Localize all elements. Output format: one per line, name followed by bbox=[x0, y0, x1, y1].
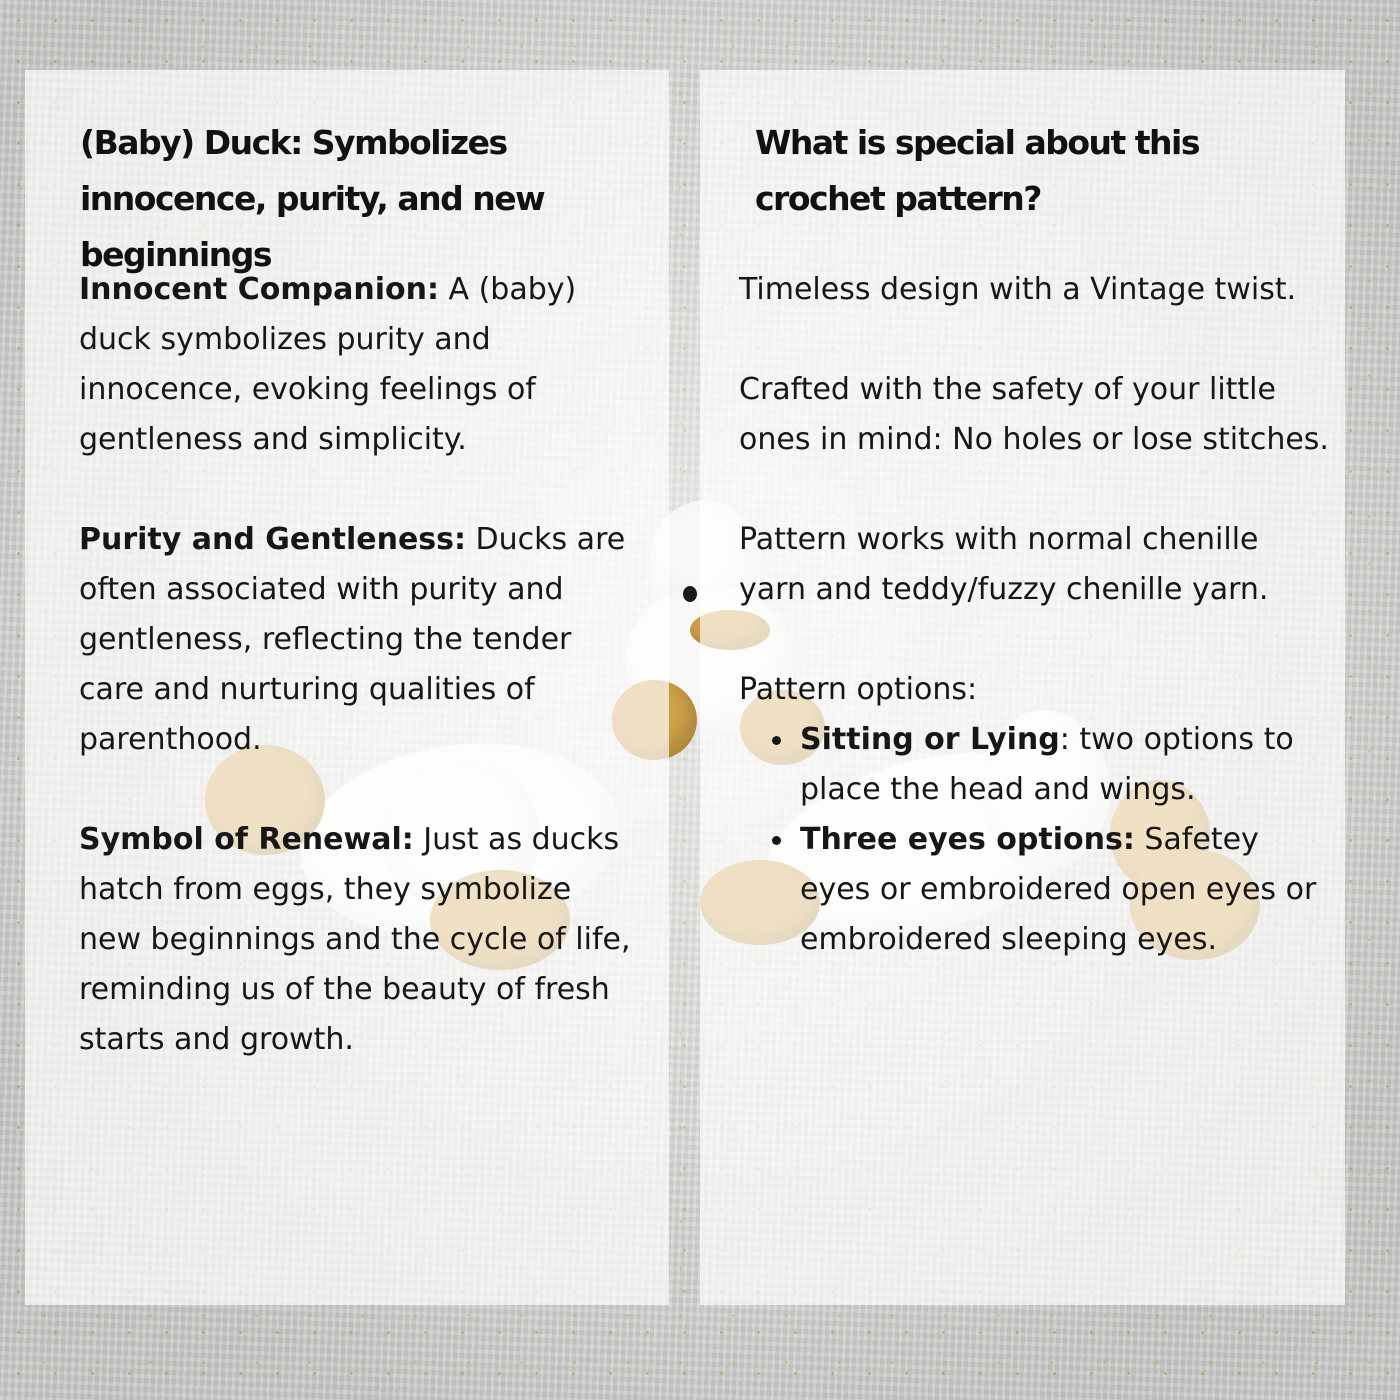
paragraph-safety: Crafted with the safety of your little ones in mind: No holes or lose stitches. bbox=[739, 372, 1329, 457]
option-text-sitting-lying: : two options to place the head and wings. bbox=[800, 722, 1294, 807]
text-purity-gentleness: Ducks are often associated with purity and gentleness, reflecting the tender care and nurturing qualities of parenthood. bbox=[79, 522, 626, 757]
left-panel bbox=[25, 70, 669, 1305]
text-innocent-companion: A (baby) duck symbolizes purity and innocence, evoking feelings of gentleness and simplicity. bbox=[79, 272, 577, 457]
option-text-eyes: Safetey eyes or embroidered open eyes or embroidered sleeping eyes. bbox=[800, 822, 1317, 957]
pattern-options-list bbox=[739, 715, 1329, 965]
right-heading: What is special about this crochet pattern? bbox=[755, 123, 1199, 218]
list-item bbox=[800, 715, 1329, 815]
option-term-sitting-lying: Sitting or Lying bbox=[800, 722, 1060, 757]
paragraph-purity-gentleness bbox=[79, 515, 639, 765]
paragraph-symbol-renewal bbox=[79, 815, 639, 1065]
term-purity-gentleness: Purity and Gentleness: bbox=[79, 522, 466, 557]
paragraph-yarn: Pattern works with normal chenille yarn and teddy/fuzzy chenille yarn. bbox=[739, 522, 1269, 607]
left-body bbox=[79, 265, 639, 1115]
option-term-eyes: Three eyes options: bbox=[800, 822, 1135, 857]
term-symbol-renewal: Symbol of Renewal: bbox=[79, 822, 414, 857]
paragraph-timeless-design: Timeless design with a Vintage twist. bbox=[739, 272, 1297, 307]
right-body bbox=[739, 265, 1329, 965]
list-item bbox=[800, 815, 1329, 965]
paragraph-innocent-companion bbox=[79, 265, 639, 465]
term-innocent-companion: Innocent Companion: bbox=[79, 272, 439, 307]
right-panel bbox=[700, 70, 1345, 1305]
pattern-options-label: Pattern options: bbox=[739, 672, 978, 707]
text-symbol-renewal: Just as ducks hatch from eggs, they symbolize new beginnings and the cycle of life, reminding us of the beauty of fresh starts and growth. bbox=[79, 822, 631, 1057]
left-heading: (Baby) Duck: Symbolizes innocence, purity, and new beginnings bbox=[80, 123, 545, 274]
